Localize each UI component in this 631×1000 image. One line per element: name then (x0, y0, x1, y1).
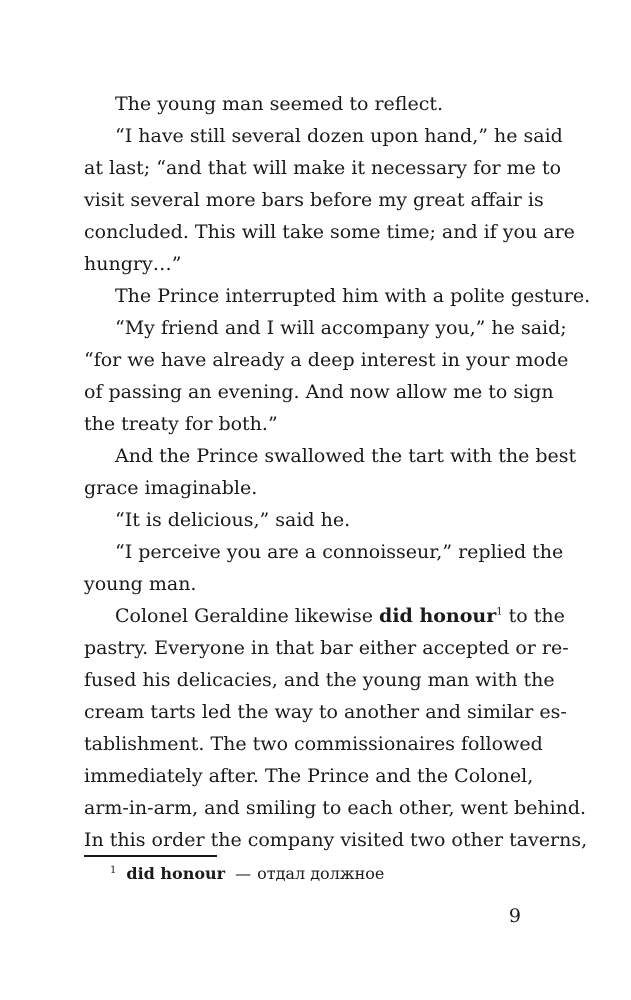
footnote-number: 1 (110, 864, 117, 876)
text-line: tablishment. The two commissionaires followed (84, 733, 543, 755)
text-fragment: Colonel Geraldine likewise (115, 605, 380, 627)
footnote-translation: отдал должное (257, 864, 385, 883)
text-line: young man. (84, 573, 197, 595)
text-line: The Prince interrupted him with a polite gesture. (115, 285, 591, 307)
text-line: the treaty for both.” (84, 413, 278, 435)
text-line: pastry. Everyone in that bar either accepted or re- (84, 637, 569, 659)
text-line: grace imaginable. (84, 477, 258, 499)
text-line: arm-in-arm, and smiling to each other, went behind. (84, 797, 587, 819)
text-line: hungry…” (84, 253, 182, 275)
footnote (110, 862, 384, 886)
text-line: fused his delicacies, and the young man with the (84, 669, 555, 691)
text-line: “It is delicious,” said he. (115, 509, 351, 531)
text-line-with-footnote (115, 600, 565, 632)
text-fragment: to the (502, 605, 565, 627)
text-line: visit several more bars before my great affair is (84, 189, 544, 211)
footnoted-term: did honour (379, 605, 497, 627)
text-line: cream tarts led the way to another and similar es- (84, 701, 567, 723)
text-line: And the Prince swallowed the tart with the best (115, 445, 577, 467)
text-line: “My friend and I will accompany you,” he said; (115, 317, 567, 339)
text-line: “I perceive you are a connoisseur,” replied the (115, 541, 564, 563)
footnote-marker: 1 (496, 606, 503, 618)
text-line: of passing an evening. And now allow me to sign (84, 381, 554, 403)
text-line: concluded. This will take some time; and if you are (84, 221, 575, 243)
text-line: “I have still several dozen upon hand,” he said (115, 125, 563, 147)
footnote-term: did honour (126, 864, 226, 883)
page-number: 9 (508, 905, 521, 927)
text-line: at last; “and that will make it necessary for me to (84, 157, 562, 179)
footnote-dash: — (235, 864, 252, 883)
text-line: “for we have already a deep interest in your mode (84, 349, 569, 371)
text-line: The young man seemed to reflect. (115, 93, 444, 115)
text-line: immediately after. The Prince and the Colonel, (84, 765, 534, 787)
footnote-divider (84, 855, 217, 857)
text-line: In this order the company visited two other taverns, (84, 829, 588, 851)
